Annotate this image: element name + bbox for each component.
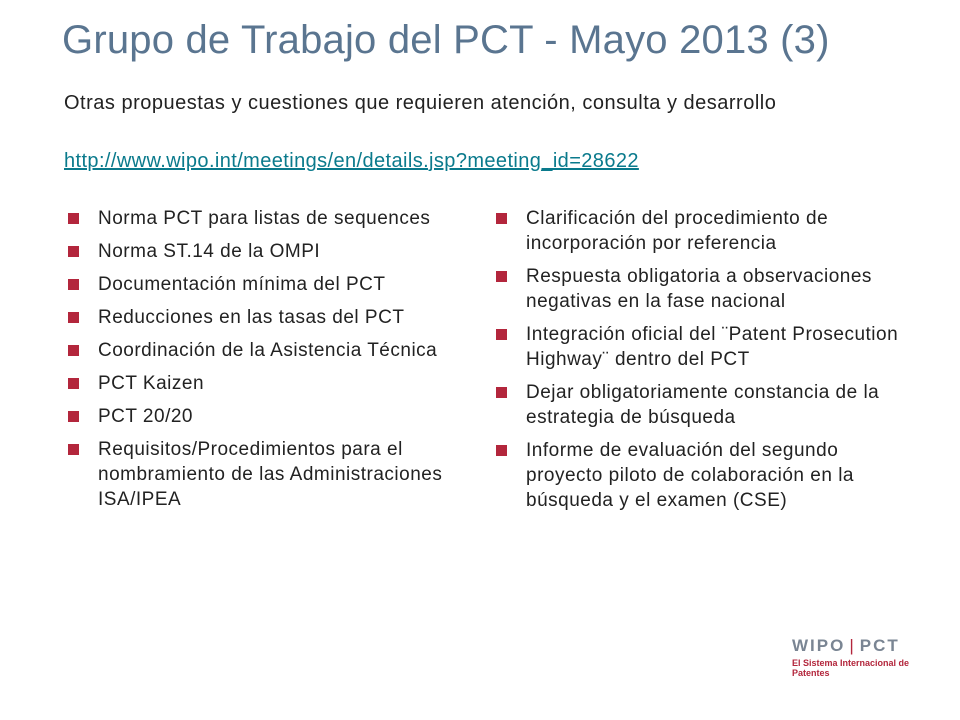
square-bullet-icon [68,444,79,455]
list-item-text: Requisitos/Procedimientos para el nombramiento de las Administraciones ISA/IPEA [98,439,443,510]
square-bullet-icon [496,213,507,224]
list-item-text: Dejar obligatoriamente constancia de la estrategia de búsqueda [526,382,880,428]
list-item-text: Norma PCT para listas de sequences [98,208,431,229]
logo-separator: | [849,636,856,655]
list-item-text: Documentación mínima del PCT [98,274,386,295]
square-bullet-icon [68,246,79,257]
list-item [496,322,916,372]
list-item [68,305,468,330]
list-item-text: Informe de evaluación del segundo proyecto piloto de colaboración en la búsqueda y el examen (CSE) [526,440,854,511]
square-bullet-icon [68,345,79,356]
square-bullet-icon [496,271,507,282]
slide-subtitle: Otras propuestas y cuestiones que requieren atención, consulta y desarrollo [64,92,777,114]
list-item [68,338,468,363]
list-item [496,264,916,314]
list-item [496,206,916,256]
logo-wipo-text: WIPO [792,636,846,655]
left-bullet-list [68,206,468,520]
square-bullet-icon [68,312,79,323]
logo-wordmark [792,636,942,656]
wipo-pct-logo [792,636,942,678]
list-item [68,272,468,297]
list-item [68,404,468,429]
logo-tagline: El Sistema Internacional de Patentes [792,658,910,678]
list-item-text: PCT 20/20 [98,406,193,427]
list-item [68,239,468,264]
list-item [68,437,468,512]
list-item [68,206,468,231]
list-item-text: Coordinación de la Asistencia Técnica [98,340,438,361]
list-item-text: Reducciones en las tasas del PCT [98,307,405,328]
logo-pct-text: PCT [859,636,900,655]
list-item [496,438,916,513]
list-item-text: Clarificación del procedimiento de incorporación por referencia [526,208,829,254]
list-item-text: Norma ST.14 de la OMPI [98,241,321,262]
right-bullet-list [496,206,916,521]
square-bullet-icon [496,445,507,456]
square-bullet-icon [68,279,79,290]
list-item [496,380,916,430]
slide-title: Grupo de Trabajo del PCT - Mayo 2013 (3) [62,18,830,62]
list-item-text: PCT Kaizen [98,373,205,394]
list-item-text: Respuesta obligatoria a observaciones negativas en la fase nacional [526,266,872,312]
square-bullet-icon [496,387,507,398]
square-bullet-icon [68,378,79,389]
list-item [68,371,468,396]
square-bullet-icon [68,213,79,224]
square-bullet-icon [496,329,507,340]
list-item-text: Integración oficial del ¨Patent Prosecution Highway¨ dentro del PCT [526,324,899,370]
meeting-link[interactable]: http://www.wipo.int/meetings/en/details.jsp?meeting_id=28622 [64,150,639,172]
square-bullet-icon [68,411,79,422]
